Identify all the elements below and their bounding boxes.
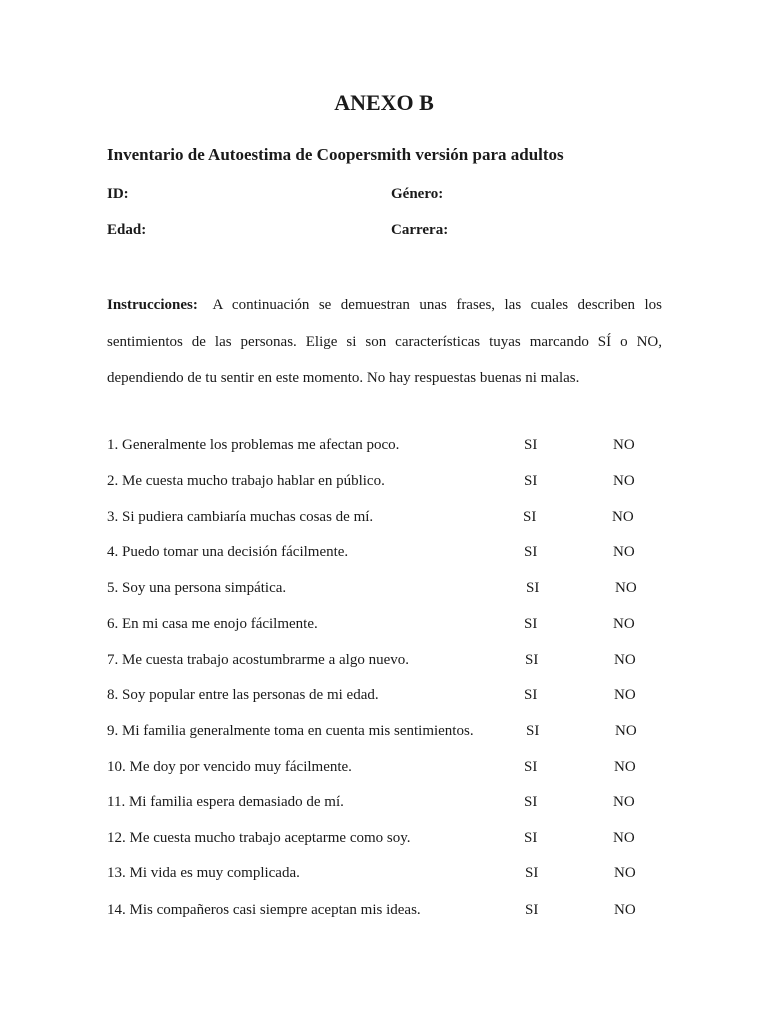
instructions-paragraph [107,287,662,397]
page-title: ANEXO B [334,90,434,115]
yes-option[interactable]: SI [524,830,538,846]
yes-option[interactable]: SI [524,687,538,703]
yes-option[interactable]: SI [524,759,538,775]
document-subtitle: Inventario de Autoestima de Coopersmith versión para adultos [107,145,564,164]
no-option[interactable]: NO [613,544,635,560]
question-item: 6. En mi casa me enojo fácilmente. [107,616,318,632]
yes-option[interactable]: SI [524,616,538,632]
question-item: 12. Me cuesta mucho trabajo aceptarme como soy. [107,830,411,846]
no-option[interactable]: NO [615,580,637,596]
yes-option[interactable]: SI [524,544,538,560]
question-item: 1. Generalmente los problemas me afectan poco. [107,437,400,453]
question-item: 13. Mi vida es muy complicada. [107,865,300,881]
no-option[interactable]: NO [613,794,635,810]
yes-option[interactable]: SI [524,473,538,489]
yes-option[interactable]: SI [523,509,537,525]
instructions-label: Instrucciones: [107,297,198,313]
question-item: 2. Me cuesta mucho trabajo hablar en público. [107,473,385,489]
no-option[interactable]: NO [614,759,636,775]
question-item: 14. Mis compañeros casi siempre aceptan mis ideas. [107,902,421,918]
id-field-label: ID: [107,186,129,202]
no-option[interactable]: NO [613,616,635,632]
gender-field-label: Género: [391,186,444,202]
no-option[interactable]: NO [614,687,636,703]
question-item: 9. Mi familia generalmente toma en cuenta mis sentimientos. [107,723,474,739]
no-option[interactable]: NO [614,865,636,881]
no-option[interactable]: NO [613,437,635,453]
yes-option[interactable]: SI [525,865,539,881]
no-option[interactable]: NO [614,652,636,668]
question-item: 5. Soy una persona simpática. [107,580,287,596]
yes-option[interactable]: SI [526,723,540,739]
yes-option[interactable]: SI [526,580,540,596]
career-field-label: Carrera: [391,222,449,238]
no-option[interactable]: NO [615,723,637,739]
question-item: 10. Me doy por vencido muy fácilmente. [107,759,352,775]
no-option[interactable]: NO [613,473,635,489]
no-option[interactable]: NO [614,902,636,918]
question-item: 11. Mi familia espera demasiado de mí. [107,794,344,810]
question-item: 3. Si pudiera cambiaría muchas cosas de mí. [107,509,374,525]
age-field-label: Edad: [107,222,147,238]
question-item: 4. Puedo tomar una decisión fácilmente. [107,544,349,560]
yes-option[interactable]: SI [524,437,538,453]
no-option[interactable]: NO [612,509,634,525]
yes-option[interactable]: SI [525,902,539,918]
question-item: 7. Me cuesta trabajo acostumbrarme a algo nuevo. [107,652,409,668]
instructions-text: A continuación se demuestran unas frases, las cuales describen los sentimientos de las personas. Elige si son características tuyas marcando SÍ o NO, dependiendo de tu sentir en este momento. No hay respuestas buenas ni malas. [107,297,662,386]
question-item: 8. Soy popular entre las personas de mi edad. [107,687,379,703]
yes-option[interactable]: SI [525,652,539,668]
yes-option[interactable]: SI [524,794,538,810]
no-option[interactable]: NO [613,830,635,846]
